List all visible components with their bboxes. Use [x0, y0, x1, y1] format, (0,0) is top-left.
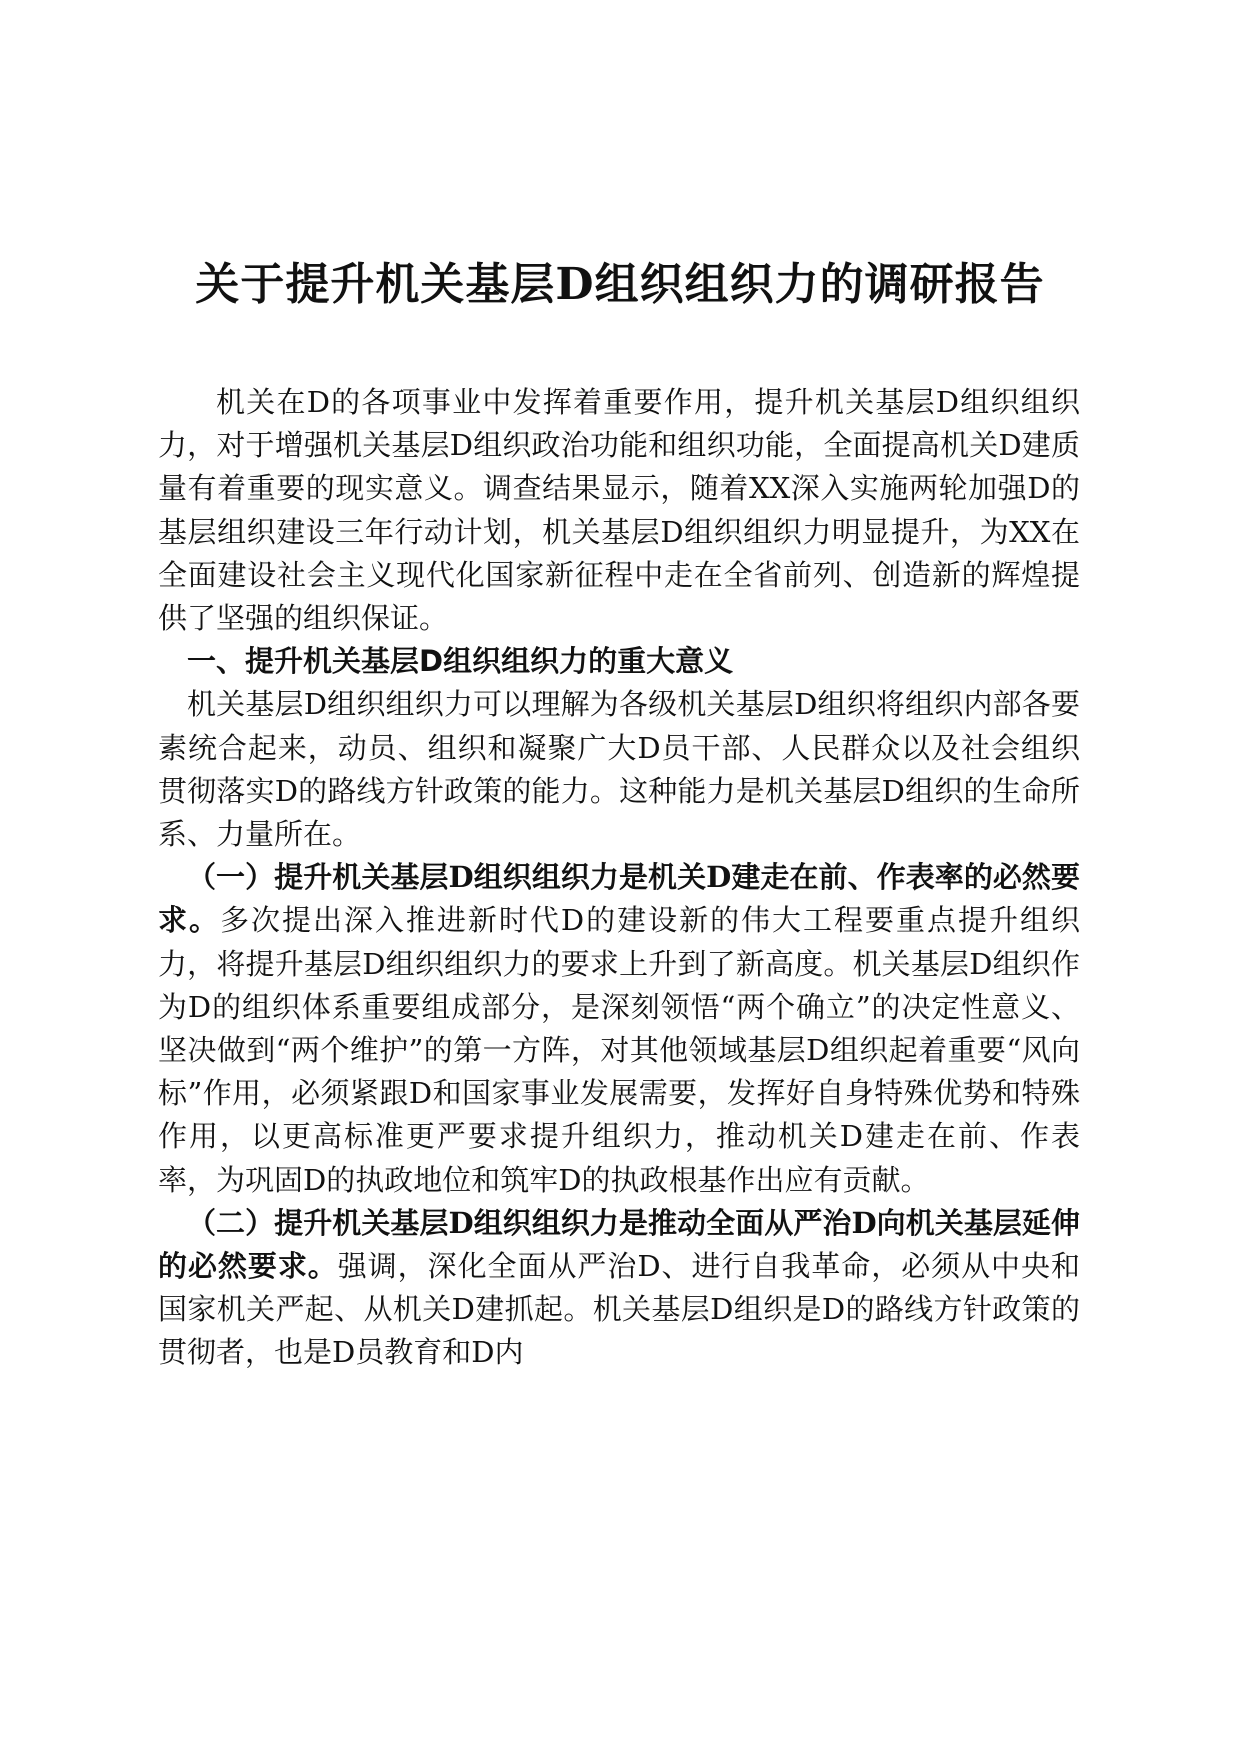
subsection-paragraph-1: [158, 856, 1080, 1202]
subsection-paragraph-2: [158, 1202, 1080, 1375]
subsection-body-2: 强调，深化全面从严治D、进行自我革命，必须从中央和国家机关严起、从机关D建抓起。机关基层D组织是D的路线方针政策的贯彻者，也是D员教育和D内: [158, 1249, 1080, 1370]
section-heading: 一、提升机关基层D组织组织力的重大意义: [187, 644, 734, 679]
document-title: 关于提升机关基层D组织组织力的调研报告: [195, 259, 1045, 310]
subsection-lead-1: （一）提升机关基层D组织组织力是机关D建走在前、作表率的必然要求。: [158, 860, 1080, 938]
subsection-lead-2: （二）提升机关基层D组织组织力是推动全面从严治D向机关基层延伸的必然要求。: [158, 1205, 1080, 1284]
document-body: [158, 381, 1080, 1375]
subsection-body-1: 多次提出深入推进新时代D的建设新的伟大工程要重点提升组织力，将提升基层D组织组织力的要求上升到了新高度。机关基层D组织作为D的组织体系重要组成部分，是深刻领悟“两个确立”的决定性意义、坚决做到“两个维护”的第一方阵，对其他领域基层D组织起着重要“风向标”作用，必须紧跟D和国家事业发展需要，发挥好自身特殊优势和特殊作用，以更高标准更严要求提升组织力，推动机关D建走在前、作表率，为巩固D的执政地位和筑牢D的执政根基作出应有贡献。: [158, 903, 1080, 1197]
intro-paragraph: 机关在D的各项事业中发挥着重要作用，提升机关基层D组织组织力，对于增强机关基层D组织政治功能和组织功能，全面提高机关D建质量有着重要的现实意义。调查结果显示，随着XX深入实施两轮加强D的基层组织建设三年行动计划，机关基层D组织组织力明显提升，为XX在全面建设社会主义现代化国家新征程中走在全省前列、创造新的辉煌提供了坚强的组织保证。: [158, 385, 1080, 636]
section-paragraph: 机关基层D组织组织力可以理解为各级机关基层D组织将组织内部各要素统合起来，动员、组织和凝聚广大D员干部、人民群众以及社会组织贯彻落实D的路线方针政策的能力。这种能力是机关基层D组织的生命所系、力量所在。: [158, 687, 1080, 852]
